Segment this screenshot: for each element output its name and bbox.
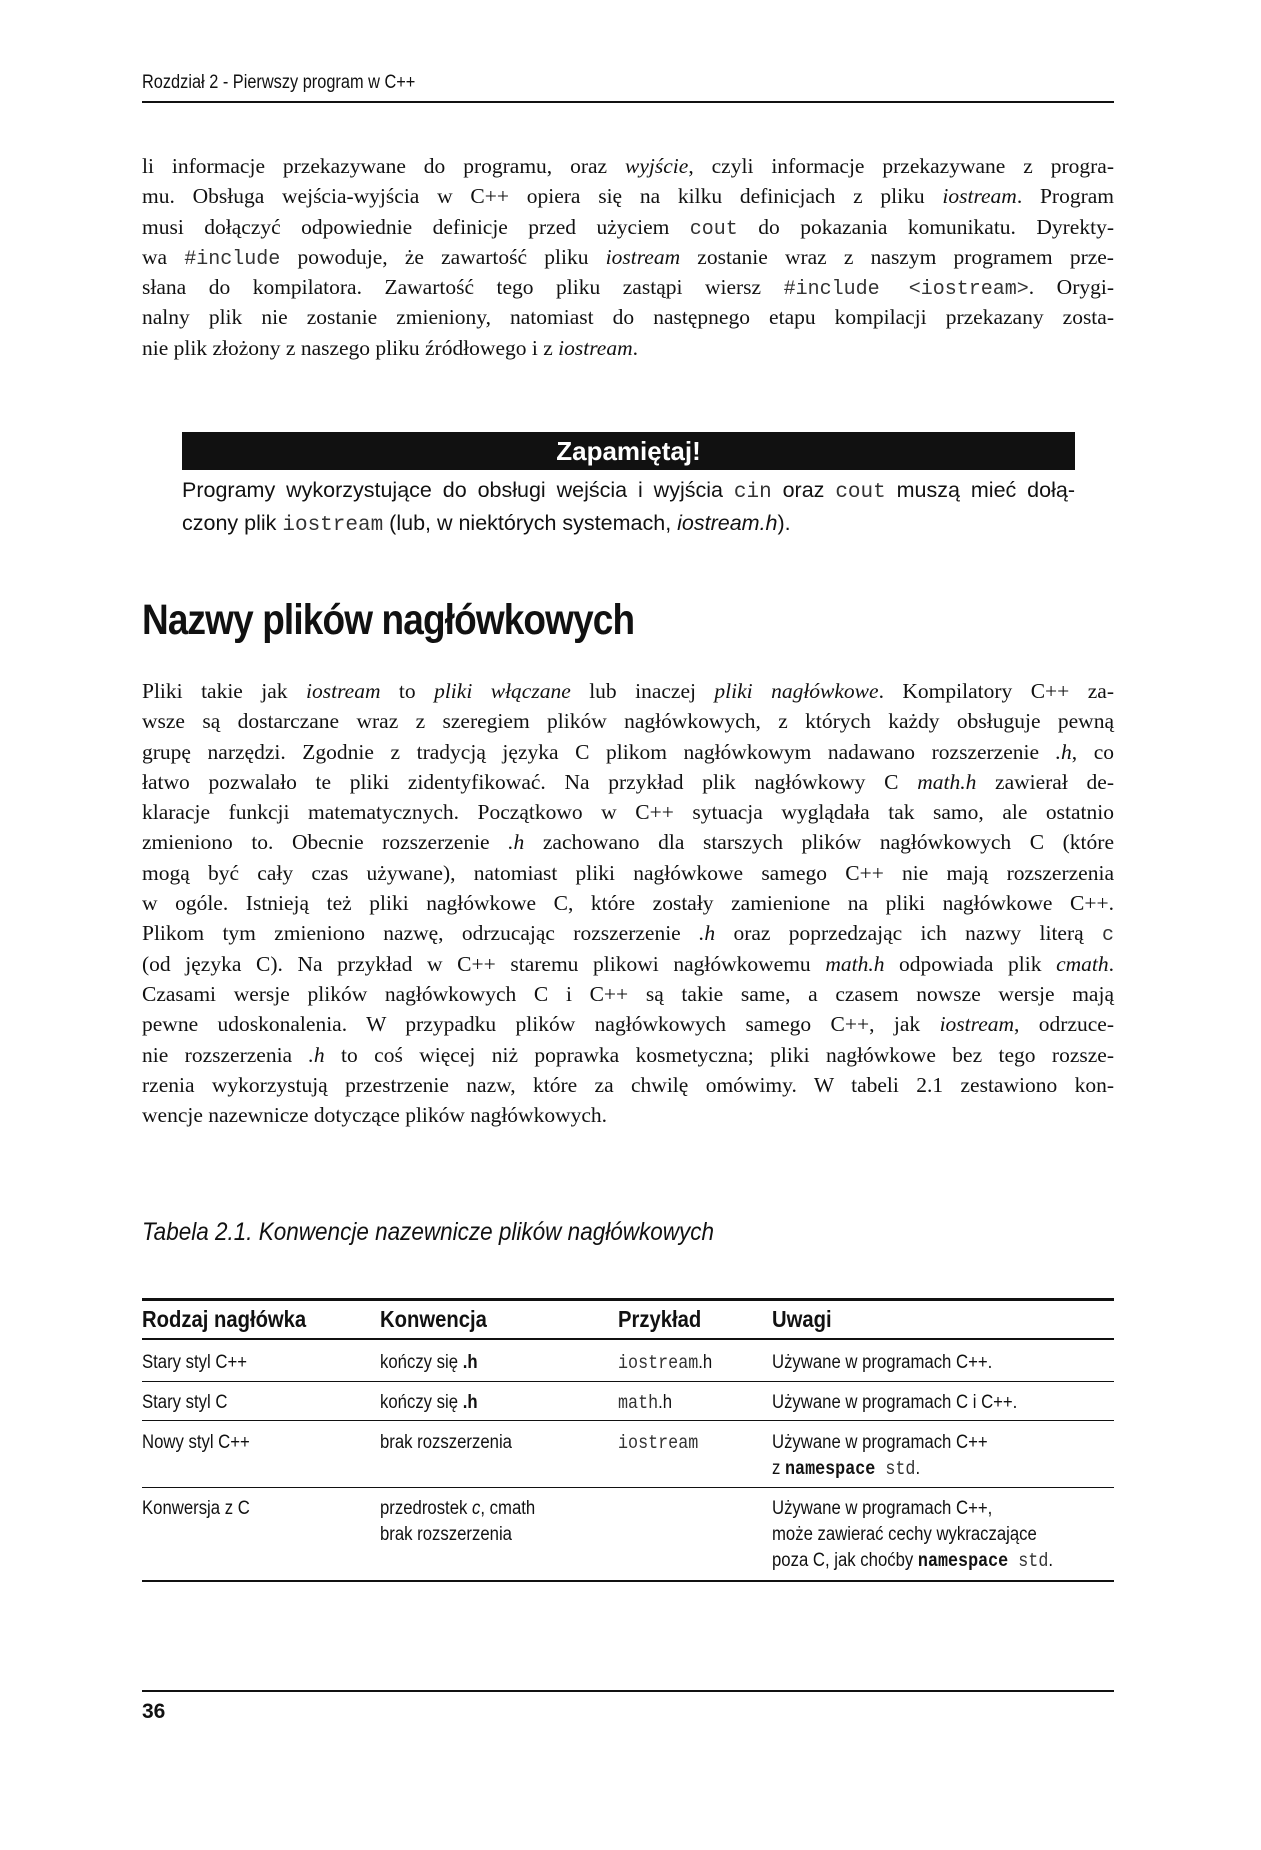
section-title: Nazwy plików nagłówkowych: [142, 596, 635, 644]
text: , cmath: [480, 1498, 536, 1519]
footer-rule: [142, 1690, 1114, 1692]
text: nie plik złożony z naszego pliku źródłowego i z: [142, 335, 559, 360]
code-term: std: [1008, 1550, 1049, 1572]
table-top-rule: [142, 1298, 1114, 1301]
text: do pokazania komunikatu. Dyrekty-: [737, 214, 1114, 239]
text: słana do kompilatora. Zawartość tego pliku zastąpi wiersz: [142, 275, 784, 300]
text-line: rzenia wykorzystują przestrzenie nazw, które za chwilę omówimy. W tabeli 2.1 zestawiono kon-: [142, 1072, 1114, 1097]
table-cell: [618, 1350, 712, 1376]
text: .h: [698, 1352, 713, 1373]
code-term: #include <iostream>: [783, 278, 1029, 302]
italic-term: iostream: [942, 184, 1017, 209]
text-line: klaracje funkcji matematycznych. Początkowo w C++ sytuacja wyglądała tak samo, ale ostatnio: [142, 800, 1114, 825]
text: łatwo pozwalało te pliki zidentyfikować. Na przykład plik nagłówkowy C: [142, 769, 918, 794]
text-line: [142, 212, 1114, 242]
italic-term: .h: [508, 830, 525, 855]
text: grupę narzędzi. Zgodnie z tradycją języka C plikom nagłówkowym nadawano rozszerzenie: [142, 739, 1056, 764]
text: oraz poprzedzając ich nazwy literą: [715, 921, 1102, 946]
text-line: [182, 475, 1075, 508]
italic-term: math.h: [917, 769, 977, 794]
text-line: [142, 918, 1114, 948]
text: . Orygi-: [1028, 275, 1115, 300]
text: odpowiada plik: [884, 951, 1057, 976]
code-term: #include: [184, 247, 281, 271]
text: brak rozszerzenia: [380, 1524, 512, 1545]
table-cell: Stary styl C: [142, 1392, 228, 1413]
code-keyword: namespace: [785, 1458, 876, 1480]
italic-term: .h: [699, 921, 716, 946]
italic-term: wyjście: [625, 154, 689, 178]
text-line: [142, 1009, 1114, 1039]
text: , odrzuce-: [1014, 1012, 1114, 1037]
text: mu. Obsługa wejścia-wyjścia w C++ opiera się na kilku definicjach z pliku: [142, 184, 943, 209]
text-line: [142, 737, 1114, 767]
text: .: [632, 335, 638, 360]
text-line: [142, 242, 1114, 272]
text: pewne udoskonalenia. W przypadku plików nagłówkowych samego C++, jak: [142, 1012, 940, 1037]
text: , co: [1071, 739, 1114, 764]
italic-term: iostream: [605, 244, 681, 269]
table-cell: [618, 1390, 672, 1416]
column-header: Uwagi: [772, 1306, 832, 1332]
italic-term: iostream: [306, 679, 381, 703]
table-bottom-rule: [142, 1580, 1114, 1582]
text: Plikom tym zmieniono nazwę, odrzucając rozszerzenie: [142, 921, 700, 946]
text: to coś więcej niż poprawka kosmetyczna; pliki nagłówkowe bez tego rozsze-: [324, 1042, 1114, 1067]
text-line: wsze są dostarczane wraz z szeregiem plików nagłówkowych, z których każdy obsługuje pewną: [142, 709, 1114, 734]
italic-term: c: [472, 1498, 481, 1519]
code-term: cin: [733, 481, 772, 504]
italic-term: math.h: [825, 951, 885, 976]
text: nie rozszerzenia: [142, 1042, 309, 1067]
text: [380, 1496, 535, 1522]
text: wa: [142, 244, 185, 269]
text: (lub, w niektórych systemach,: [383, 511, 678, 535]
text-line: mogą być cały czas używane), natomiast pliki nagłówkowe samego C++ nie mają rozszerzenia: [142, 860, 1114, 885]
italic-term: pliki nagłówkowe: [714, 679, 879, 703]
text: muszą mieć dołą-: [885, 478, 1075, 502]
table-cell: [618, 1430, 698, 1456]
table-row-rule: [142, 1487, 1114, 1488]
code-term: math: [618, 1392, 659, 1414]
text-line: nalny plik nie zostanie zmieniony, natomiast do następnego etapu kompilacji przekazany zosta-: [142, 305, 1114, 330]
code-term: std: [875, 1458, 916, 1480]
text: z: [772, 1458, 786, 1479]
text: kończy się: [380, 1392, 463, 1413]
text-line: [142, 767, 1114, 797]
text-line: [142, 949, 1114, 979]
text-line: Czasami wersje plików nagłówkowych C i C++ są takie same, a czasem nowsze wersje mają: [142, 981, 1114, 1006]
text: lub inaczej: [570, 679, 715, 703]
italic-term: pliki włączane: [434, 679, 571, 703]
text-line: [182, 508, 1075, 541]
text: , czyli informacje przekazywane z progra-: [688, 154, 1114, 178]
bold-term: .h: [462, 1392, 478, 1413]
intro-paragraph: [142, 151, 1114, 363]
text: .: [915, 1458, 921, 1479]
text: ).: [777, 511, 791, 535]
text: zachowano dla starszych plików nagłówkowych C (które: [524, 830, 1114, 855]
header-rule: [142, 101, 1114, 103]
italic-term: iostream: [558, 335, 633, 360]
table-cell: [772, 1496, 1053, 1574]
text-line: [142, 333, 1114, 363]
text: kończy się: [380, 1352, 463, 1373]
text-line: [142, 1040, 1114, 1070]
text: .: [1108, 951, 1114, 976]
text: [772, 1548, 1053, 1574]
table-row-rule: [142, 1420, 1114, 1421]
column-header: Konwencja: [380, 1306, 487, 1332]
text-line: [142, 676, 1114, 706]
table-cell: [772, 1430, 988, 1482]
column-header: Przykład: [618, 1306, 702, 1332]
table-cell: [380, 1390, 478, 1416]
code-term: iostream: [618, 1352, 699, 1374]
italic-term: .h: [1055, 739, 1072, 764]
table-cell: Nowy styl C++: [142, 1432, 250, 1453]
italic-term: iostream: [939, 1012, 1015, 1037]
italic-term: iostream.h: [677, 511, 778, 535]
text: Pliki takie jak: [142, 679, 307, 703]
body-paragraph: [142, 676, 1114, 1130]
code-term: cout: [689, 217, 738, 241]
text: poza C, jak choćby: [772, 1550, 918, 1571]
text-line: [142, 181, 1114, 211]
text: może zawierać cechy wykraczające: [772, 1524, 1037, 1545]
text: przedrostek: [380, 1498, 473, 1519]
italic-term: cmath: [1056, 951, 1109, 976]
text: [772, 1456, 988, 1482]
text: to: [380, 679, 435, 703]
text-line: [142, 827, 1114, 857]
code-term: iostream: [282, 514, 384, 537]
text-line: [142, 151, 1114, 181]
text: zawierał de-: [976, 769, 1114, 794]
text: powoduje, że zawartość pliku: [280, 244, 606, 269]
note-title: Zapamiętaj!: [182, 432, 1075, 470]
text: zmieniono to. Obecnie rozszerzenie: [142, 830, 509, 855]
text: . Kompilatory C++ za-: [878, 679, 1114, 703]
table-cell: Stary styl C++: [142, 1352, 248, 1373]
text: oraz: [771, 478, 836, 502]
table-header-rule: [142, 1338, 1114, 1340]
text: Programy wykorzystujące do obsługi wejścia i wyjścia: [182, 478, 734, 502]
running-header: Rozdział 2 - Pierwszy program w C++: [142, 72, 416, 93]
note-text: [182, 475, 1075, 541]
text: musi dołączyć odpowiednie definicje przed użyciem: [142, 214, 690, 239]
text: zostanie wraz z naszym programem prze-: [680, 244, 1114, 269]
text: (od języka C). Na przykład w C++ staremu plikowi nagłówkowemu: [142, 951, 826, 976]
table-cell: [380, 1496, 535, 1548]
text: .h: [658, 1392, 673, 1413]
text: . Program: [1016, 184, 1115, 209]
italic-term: .h: [308, 1042, 325, 1067]
code-keyword: namespace: [917, 1550, 1009, 1572]
table-caption: Tabela 2.1. Konwencje nazewnicze plików nagłówkowych: [142, 1218, 715, 1246]
table-cell: Używane w programach C++.: [772, 1352, 993, 1373]
code-term: cout: [835, 481, 886, 504]
text-line: wencje nazewnicze dotyczące plików nagłówkowych.: [142, 1103, 608, 1128]
table-cell: Konwersja z C: [142, 1498, 250, 1519]
table-row-rule: [142, 1381, 1114, 1382]
table-cell: [380, 1350, 478, 1376]
code-term: iostream: [618, 1432, 699, 1454]
column-header: Rodzaj nagłówka: [142, 1306, 307, 1332]
table-cell: Używane w programach C i C++.: [772, 1392, 1018, 1413]
text: .: [1048, 1550, 1054, 1571]
text: czony plik: [182, 511, 283, 535]
code-term: c: [1101, 924, 1114, 948]
bold-term: .h: [462, 1352, 478, 1373]
text: Używane w programach C++: [772, 1432, 988, 1453]
text-line: w ogóle. Istnieją też pliki nagłówkowe C, które zostały zamienione na pliki nagłówkowe C++.: [142, 891, 1114, 916]
table-cell: brak rozszerzenia: [380, 1432, 512, 1453]
page-number: 36: [142, 1700, 166, 1723]
text-line: [142, 272, 1114, 302]
text: Używane w programach C++,: [772, 1498, 993, 1519]
text: li informacje przekazywane do programu, oraz: [142, 154, 626, 178]
